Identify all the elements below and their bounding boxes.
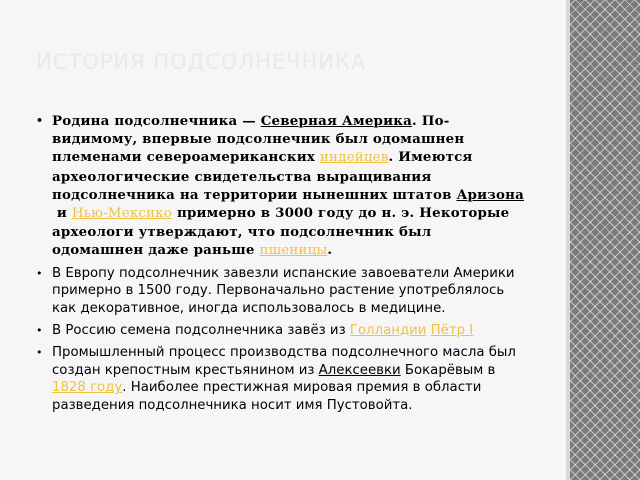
link-new-mexico[interactable]: Нью-Мексико (71, 206, 173, 222)
text: Родина подсолнечника — (52, 113, 261, 129)
text: В Россию семена подсолнечника завёз из (52, 323, 350, 339)
link-holland[interactable]: Голландии (349, 323, 427, 339)
text: и (52, 205, 72, 222)
list-item (36, 344, 526, 415)
link-indians[interactable]: индейцев (319, 150, 389, 166)
text: . Имеются археологические свидетельства выращивания подсолнечника на территории нынешних штатов (52, 149, 473, 203)
bullet-icon: • (36, 266, 43, 280)
text: Промышленный процесс производства подсолнечного масла был создан крепостным крестьянином из (52, 344, 516, 378)
bullet-list (36, 112, 526, 419)
text: Бокарёвым в (400, 362, 496, 378)
decorative-side-pattern (570, 0, 640, 480)
link-alekseevka[interactable]: Алексеевки (318, 362, 401, 378)
link-1828[interactable]: 1828 году (52, 380, 123, 396)
list-item (36, 265, 526, 318)
text: . (327, 242, 333, 259)
slide-title: ИСТОРИЯ ПОДСОЛНЕЧНИКА (36, 50, 367, 74)
text: примерно в 3000 году до н. э. Некоторые археологи утверждают, что подсолнечник был одомашнен даже раньше (52, 205, 510, 259)
text: . По-видимому, впервые подсолнечник был одомашнен племенами североамериканских (52, 113, 465, 166)
list-item (36, 322, 526, 340)
text: . Наиболее престижная мировая премия в области разведения подсолнечника носит имя Пустовойта. (52, 380, 482, 414)
link-peter-i[interactable]: Пётр I (430, 323, 474, 339)
bullet-icon: • (36, 324, 43, 338)
link-arizona[interactable]: Аризона (456, 186, 525, 203)
text: В Европу подсолнечник завезли испанские завоеватели Америки примерно в 1500 году. Первоначально растение употреблялось как декоративное, иногда использовалось в медицине. (52, 265, 515, 317)
bullet-icon: • (36, 114, 44, 127)
bullet-icon: • (36, 345, 43, 359)
list-item (36, 112, 526, 261)
link-north-america[interactable]: Северная Америка (260, 113, 412, 129)
link-wheat[interactable]: пшеницы (259, 243, 328, 259)
